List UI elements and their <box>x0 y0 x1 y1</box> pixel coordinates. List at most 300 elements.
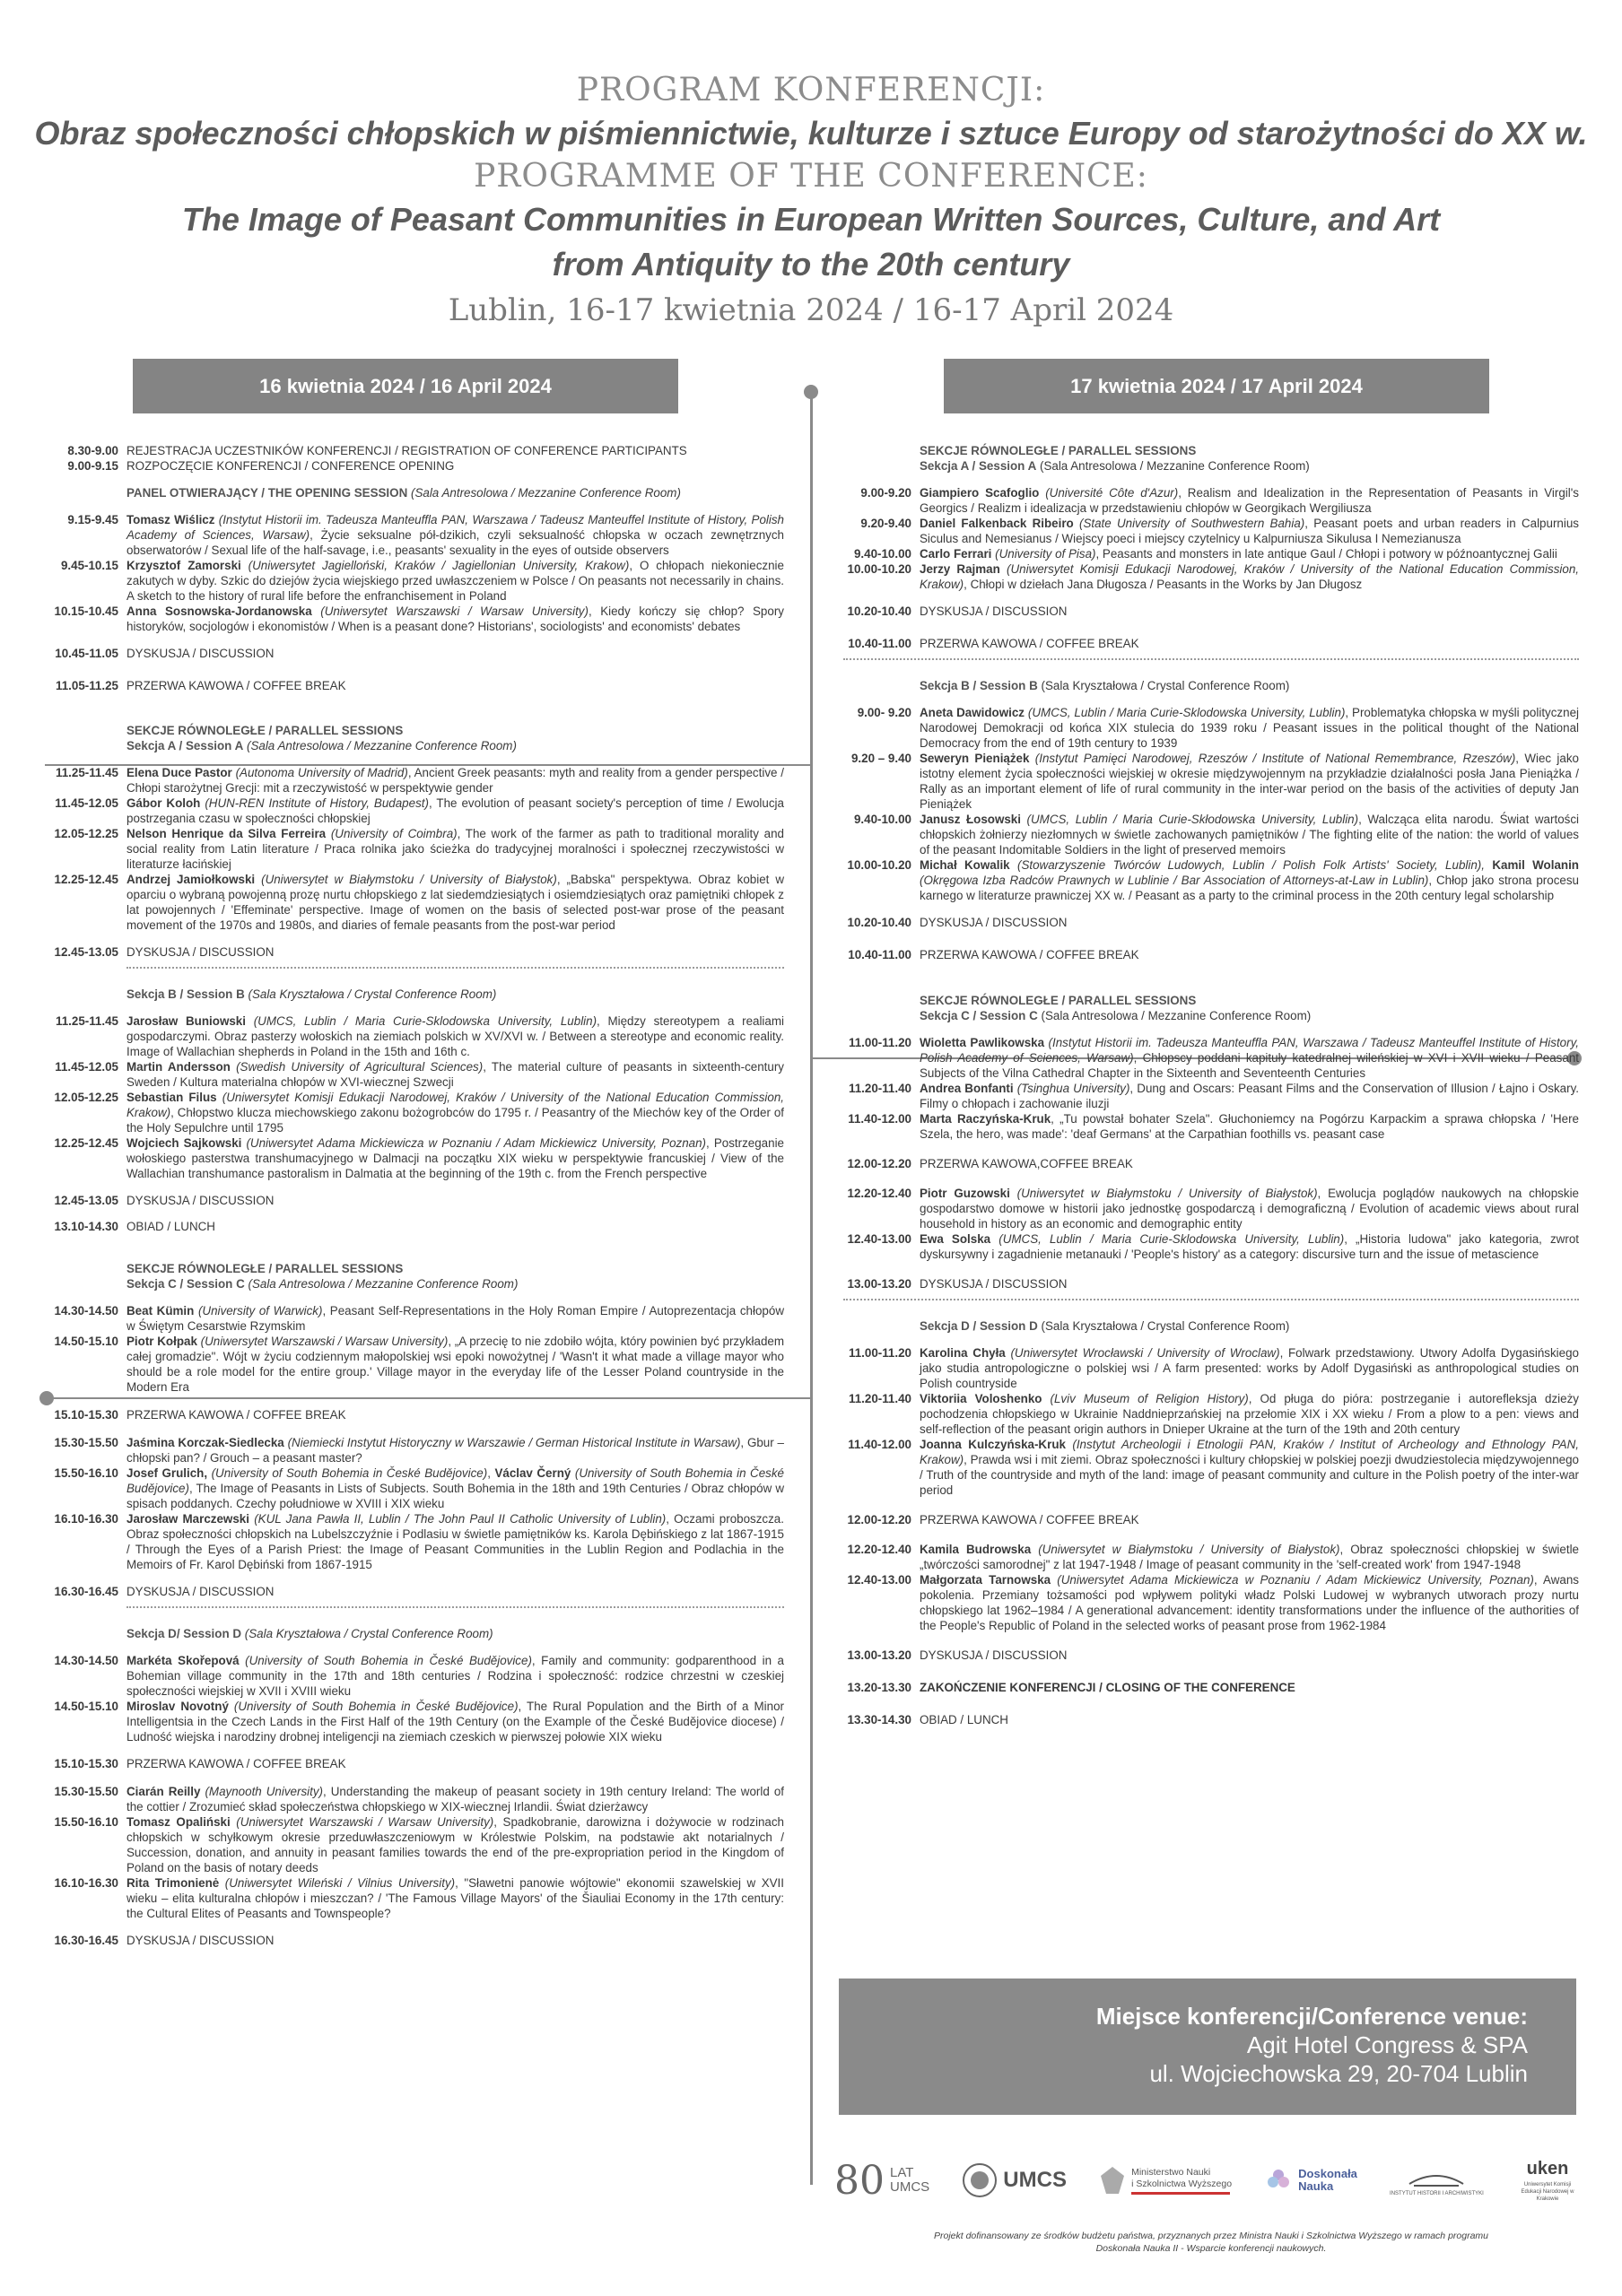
speaker-name: Wojciech Sajkowski <box>126 1136 242 1150</box>
talk <box>843 485 1579 516</box>
speaker-name: Piotr Kołpak <box>126 1335 197 1348</box>
speaker-name: Josef Grulich, <box>126 1466 208 1480</box>
item-text: PRZERWA KAWOWA / COFFEE BREAK <box>126 679 346 692</box>
talk <box>50 1653 784 1699</box>
affiliation: (Sala Kryształowa / Crystal Conference Room) <box>248 987 497 1001</box>
time-slot: 14.30-14.50 <box>54 1654 118 1667</box>
item-text: , Oczami proboszcza. Obraz społeczności chłopskich na Lubelszczyźnie i Podlasiu w świetle pamiętników ks. Karola Dębińskiego z lat 1867-1915 / Through the Eyes of a Parish Priest: the Image of Peasant Communities in the Lublin Region and Podlachia in the Memoirs of Fr. Karol Dębiński from 1867-1915 <box>126 1512 784 1571</box>
time-slot: 15.30-15.50 <box>54 1436 118 1449</box>
item-text: Sekcja C / Session C <box>920 1009 1038 1022</box>
day2-header: 17 kwietnia 2024 / 17 April 2024 <box>944 359 1489 413</box>
affiliation: (Uniwersytet w Białymstoku / University of Białystok) <box>261 873 557 886</box>
time-slot: 11.00-11.20 <box>849 1346 911 1360</box>
agenda-item <box>50 944 784 960</box>
item-text: , Realism and Idealization in the Representation of Peasants in Virgil's Georgics / Realizm i idealizacja w przedstawieniu chłopów w Georgikach Wergiliusza <box>920 486 1579 515</box>
item-text <box>126 1699 784 1744</box>
item-text: Sekcja D / Session D <box>920 1319 1038 1333</box>
funding-line-1: Projekt dofinansowany ze środków budżetu państwa, przyznanych przez Ministra Nauki i Szkolnictwa Wyższego w ramach programu <box>933 2231 1489 2241</box>
affiliation: (Instytut Pamięci Narodowej, Rzeszów / Institute of National Remembrance, Rzeszów) <box>1034 752 1516 765</box>
speaker-name: Jaśmina Korczak-Siedlecka <box>126 1436 284 1449</box>
talk <box>50 1334 784 1395</box>
time-slot: 11.45-12.05 <box>55 1060 118 1074</box>
agenda-item <box>843 636 1579 651</box>
time-slot: 12.25-12.45 <box>54 873 118 886</box>
item-text: PRZERWA KAWOWA / COFFEE BREAK <box>126 1408 346 1422</box>
time-slot: 12.40-13.00 <box>847 1573 911 1587</box>
speaker-name: Giampiero Scafoglio <box>920 486 1040 500</box>
affiliation: (Niemiecki Instytut Historyczny w Warszawie / German Historical Institute in Warsaw) <box>287 1436 741 1449</box>
affiliation: (Tsinghua University) <box>1016 1082 1130 1095</box>
item-text <box>126 723 784 753</box>
talk <box>843 857 1579 903</box>
talk <box>50 1435 784 1465</box>
time-slot: 12.00-12.20 <box>847 1513 911 1526</box>
talk <box>50 1135 784 1181</box>
time-slot: 16.30-16.45 <box>54 1934 118 1947</box>
umcs-80-logo: 80 LAT UMCS <box>834 2157 930 2204</box>
session-header <box>843 1318 1579 1334</box>
session-header <box>50 723 784 753</box>
item-text: , Ancient Greek peasants: myth and reality from a gender perspective / Chłopi starożytnej Grecji: mit a rzeczywistość w perspektywie gender <box>126 766 784 795</box>
item-text: , Chłop jako strona procesu karnego w literaturze prawniczej XX w. / Peasant as a party to the criminal process in the 20th century legal scholarship <box>920 874 1579 902</box>
item-text: DYSKUSJA / DISCUSSION <box>920 1648 1068 1662</box>
affiliation: (Okręgowa Izba Radców Prawnych w Lublinie / Bar Association of Attorneys-at-Law in Lublin) <box>920 874 1429 887</box>
agenda-item <box>843 1512 1579 1527</box>
talk <box>843 516 1579 546</box>
item-text: PRZERWA KAWOWA / COFFEE BREAK <box>920 948 1139 961</box>
talk <box>50 604 784 634</box>
affiliation: (University of Warwick) <box>197 1304 323 1318</box>
item-text <box>126 1135 784 1181</box>
talk <box>843 1111 1579 1142</box>
item-text <box>126 796 784 826</box>
venue-name: Agit Hotel Congress & SPA <box>1246 2031 1528 2058</box>
speaker-name: Janusz Łosowski <box>920 813 1021 826</box>
session-header <box>843 443 1579 474</box>
item-text <box>920 1318 1579 1334</box>
speaker-name: Miroslav Novotný <box>126 1700 229 1713</box>
speaker-name: Andrzej Jamiołkowski <box>126 873 256 886</box>
item-text: Sekcja C / Session C <box>126 1277 245 1291</box>
item-text: , Życie seksualne pół-dzikich, czyli seksualność chłopska w oczach zewnętrznych obserwatorów / Sexual life of the half-savage, i.e., peasants' sexuality in the eyes of outside observers <box>126 528 784 557</box>
item-text: , The material culture of peasants in sixteenth-century Sweden / Kultura materialna chłopów w XVI-wiecznej Szwecji <box>126 1060 784 1089</box>
talk <box>50 1090 784 1135</box>
affiliation: (Uniwersytet Jagielloński, Kraków / Jagiellonian University, Krakow) <box>248 559 630 572</box>
speaker: Anna Sosnowska-Jordanowska <box>126 604 312 618</box>
speaker-name: Elena Duce Pastor <box>126 766 232 779</box>
item-text <box>126 512 784 558</box>
item-text: , Wiec jako istotny element życia społeczności wiejskiej w okresie międzywojennym na przykładzie działalności posła Jana Pieniążka / Rally as an important element of life of rural community in the inter-war period on the basis of the activities of deputy Jan Pieniążek <box>920 752 1579 811</box>
item-text: PRZERWA KAWOWA / COFFEE BREAK <box>920 637 1139 650</box>
time-slot: 9.20 – 9.40 <box>850 752 911 765</box>
affiliation: (Sala Antresolowa / Mezzanine Conference Room) <box>246 739 517 752</box>
time-slot: 12.45-13.05 <box>54 1194 118 1207</box>
time-slot: 12.25-12.45 <box>54 1136 118 1150</box>
talk <box>843 812 1579 857</box>
institute-logo: INSTYTUT HISTORII I ARCHIWISTYKI <box>1390 2164 1484 2196</box>
agenda-item <box>50 646 784 661</box>
agenda-item <box>50 1193 784 1208</box>
funding-line-2: Doskonała Nauka II - Wsparcie konferencji naukowych. <box>1095 2243 1327 2254</box>
sponsor-logos <box>834 2149 1579 2212</box>
item-text: , Problematyka chłopska w myśli politycznej Narodowej Demokracji od końca XIX stulecia do 1939 roku / Peasant issues in the political thought of the National Democracy from the end of 19th century to 1939 <box>920 706 1579 750</box>
talk <box>843 1572 1579 1633</box>
item-text <box>50 500 784 512</box>
time-slot: 9.00-9.20 <box>860 486 911 500</box>
time-slot: 10.20-10.40 <box>847 916 911 929</box>
affiliation: (UMCS, Lublin / Maria Curie-Skłodowska University, Lublin) <box>1026 813 1359 826</box>
item-text: , The Rural Population and the Birth of a Minor Intelligentsia in the Czech Lands in the First Half of the 19th Century (on the Example of the České Budějovice diocese) / Ludność wiejska i narodziny drobnej inteligencji na ziemiach czeskich w pierwszej połowie XIX wieku <box>126 1700 784 1744</box>
agenda-item <box>50 1219 784 1234</box>
item-text: , Peasant Self-Representations in the Holy Roman Empire / Autoprezentacja chłopów w Świętym Cesarstwie Rzymskim <box>126 1304 784 1333</box>
time-slot: 9.40-10.00 <box>853 547 911 561</box>
item-text: , „Tu powstał bohater Szela". Głuchoniemcy na Pogórzu Karpackim a sprawa chłopska / 'Here Szela, the hero, was made': 'deaf Germans' at the Carpathian foothills vs. peasant case <box>920 1112 1579 1141</box>
header <box>0 70 1622 334</box>
speaker-name: Jarosław Buniowski <box>126 1014 246 1028</box>
speaker-name: Beat Kümin <box>126 1304 195 1318</box>
agenda-item <box>843 604 1579 619</box>
session-header <box>50 485 784 500</box>
time-slot: 15.10-15.30 <box>54 1757 118 1770</box>
divider <box>843 1299 1579 1300</box>
item-text <box>126 1511 784 1572</box>
time-slot: 12.20-12.40 <box>847 1187 911 1200</box>
time-slot: 11.20-11.40 <box>849 1082 911 1095</box>
item-text: OBIAD / LUNCH <box>126 1220 215 1233</box>
time: 8.30-9.00 <box>67 444 118 457</box>
item-text: , Dung and Oscars: Peasant Films and the Conservation of Illusion / Łajno i Oskary. Filmy o chłopach i zachowanie iluzji <box>920 1082 1579 1110</box>
item-text <box>920 857 1579 903</box>
item-text <box>843 962 1579 993</box>
talk <box>50 1059 784 1090</box>
item-text <box>50 1234 784 1261</box>
item-text <box>126 1276 784 1292</box>
item-text: , Understanding the makeup of peasant society in 19th century Ireland: The world of the cottier / Zrozumieć skład społeczeństwa chłopskiego w XIX-wiecznej Irlandii. Świat dzierżawcy <box>126 1785 784 1813</box>
item-text: DYSKUSJA / DISCUSSION <box>126 1194 275 1207</box>
item-text: , Chłopstwo klucza miechowskiego zakonu bożogrobców do 1795 r. / Peasantry of the Miechów key of the Order of the Holy Sepulchre until 1795 <box>126 1106 784 1135</box>
item-text <box>126 558 784 604</box>
item-text <box>920 751 1579 812</box>
item-text <box>50 1422 784 1435</box>
item-text <box>920 561 1579 592</box>
affiliation: (University of South Bohemia in České Budějovice) <box>245 1654 532 1667</box>
item-text: Sekcja B / Session B <box>920 679 1038 692</box>
item-text: Sekcja B / Session B <box>126 987 245 1001</box>
item-text <box>843 1171 1579 1186</box>
item-text <box>126 485 784 500</box>
item-text <box>920 485 1579 516</box>
time-slot: 12.05-12.25 <box>54 1091 118 1104</box>
timeline-spine <box>810 391 813 2185</box>
timeline-dot <box>804 385 818 399</box>
item-text: (Sala Kryształowa / Crystal Conference Room) <box>1041 1319 1290 1333</box>
item-text <box>50 1641 784 1653</box>
venue-label: Miejsce konferencji/Conference venue: <box>1095 2003 1528 2030</box>
item-text <box>126 1784 784 1814</box>
speaker-name: Rita Trimonienė <box>126 1876 220 1890</box>
item-text <box>126 987 784 1002</box>
affiliation: (UMCS, Lublin / Maria Curie-Sklodowska University, Lublin) <box>253 1014 597 1028</box>
affiliation: (Lviv Museum of Religion History) <box>1050 1392 1249 1405</box>
divider <box>126 1606 784 1608</box>
talk <box>843 546 1579 561</box>
item-text: (Sala Antresolowa / Mezzanine Conference Room) <box>1039 459 1310 473</box>
item-text <box>920 705 1579 751</box>
time-slot: 12.40-13.00 <box>847 1232 911 1246</box>
day1-header: 16 kwietnia 2024 / 16 April 2024 <box>133 359 678 413</box>
item-text <box>126 1626 784 1641</box>
agenda-item <box>843 1712 1579 1727</box>
subtitle-en-1: The Image of Peasant Communities in European Written Sources, Culture, and Art <box>181 201 1441 238</box>
affiliation: (Sala Antresolowa / Mezzanine Conference Room) <box>248 1277 519 1291</box>
item-text: , „A przecię to nie zdobiło wójta, który powinien być przykładem całej gromadzie". Wójt w życiu codziennym małopolskiej wsi epoki nowożytnej / 'Wasn't it what made a village mayor who should be a role model for the entire group.' Village mayor in the everyday life of the Lesser Poland countryside in the Modern Era <box>126 1335 784 1394</box>
time-slot: 10.40-11.00 <box>848 948 911 961</box>
item-text <box>126 872 784 933</box>
affiliation: (Uniwersytet Wrocławski / University of Wroclaw) <box>1010 1346 1280 1360</box>
talk <box>843 1391 1579 1437</box>
item-text <box>843 693 1579 705</box>
affiliation: (Instytut Archeologii i Etnologii PAN, Kraków / Institut of Archeology and Ethnology PAN, Krakow) <box>920 1438 1579 1466</box>
time-slot: 16.10-16.30 <box>54 1876 118 1890</box>
time-slot: 12.20-12.40 <box>847 1543 911 1556</box>
talk <box>843 1437 1579 1498</box>
affiliation: (Uniwersytet Komisji Edukacji Narodowej, Kraków / University of the National Education Commission, Krakow) <box>920 562 1579 591</box>
affiliation: (Uniwersytet Warszawski / Warsaw University) <box>320 604 589 618</box>
item-text: DYSKUSJA / DISCUSSION <box>126 1934 275 1947</box>
item-text <box>920 443 1579 474</box>
item-text: PRZERWA KAWOWA / COFFEE BREAK <box>920 1513 1139 1526</box>
item-text <box>920 1542 1579 1572</box>
affiliation: (University of South Bohemia in České Budějovice) <box>233 1700 519 1713</box>
item-text <box>920 1572 1579 1633</box>
talk <box>50 1303 784 1334</box>
item-text: , Folwark przedstawiony. Utwory Adolfa Dygasińskiego jako studia antropologiczne o polskiej wsi / A farm presented: works by Adolf Dygasiński as anthropological studies on Polish countryside <box>920 1346 1579 1390</box>
time-slot: 16.10-16.30 <box>54 1512 118 1526</box>
item-text <box>920 1345 1579 1391</box>
item-text: , Postrzeganie wołoskiego pasterstwa transhumacyjnego w Dalmacji na początku XIX wieku w perspektywie francuskiej / View of the Wallachian transhumance pastoralism in Dalmatia at the beginning of the 19th c. from the French perspective <box>126 1136 784 1180</box>
time-slot: 15.30-15.50 <box>54 1785 118 1798</box>
item-text <box>920 458 1579 474</box>
item-text: , Peasant poets and urban readers in Calpurnius Siculus and Nemesianus / Wiejscy poeci i miejscy czytelnicy u Kalpurniusza Sikulusa I Nemezianusza <box>920 517 1579 545</box>
agenda-item <box>843 1648 1579 1663</box>
item-text: Sekcja D/ Session D <box>126 1627 242 1640</box>
talk <box>50 872 784 933</box>
affiliation: (University of Coimbra) <box>330 827 458 840</box>
divider <box>843 658 1579 660</box>
item-text: , The work of the farmer as path to traditional morality and social reality from Latin literature / Praca rolnika jako ścieżka do tradycyjnej moralności i społecznej rzeczywistości w literaturze łacińskiej <box>126 827 784 871</box>
time-slot: 9.00- 9.20 <box>857 706 911 719</box>
agenda-item <box>843 915 1579 930</box>
item-text: , Walcząca elita narodu. Świat wartości chłopskich żołnierzy niezłomnych w świetle zachowanych pamiętników / The fighting elite of the nation: the world of values of the peasant Indomitable Soldiers in the light of preserved memoirs <box>920 813 1580 857</box>
speaker-name: Kamil Wolanin <box>1492 858 1579 872</box>
venue-box <box>839 1979 1576 2115</box>
talk <box>50 558 784 604</box>
eagle-emblem-icon <box>1099 2165 1126 2196</box>
speaker-name: Tomasz Opaliński <box>126 1815 231 1829</box>
item-text <box>50 693 784 723</box>
item-text: DYSKUSJA / DISCUSSION <box>920 916 1068 929</box>
item-text: SEKCJE RÓWNOLEGŁE / PARALLEL SESSIONS <box>126 724 404 737</box>
item-text: OBIAD / LUNCH <box>920 1713 1008 1726</box>
time-slot: 10.40-11.00 <box>848 637 911 650</box>
item-text <box>920 546 1579 561</box>
day2-column <box>843 443 1579 1727</box>
item-text <box>50 753 784 765</box>
time-slot: 15.10-15.30 <box>54 1408 118 1422</box>
time-slot: 14.30-14.50 <box>54 1304 118 1318</box>
session-header <box>50 1626 784 1641</box>
talk <box>50 1784 784 1814</box>
speaker-name: Ewa Solska <box>920 1232 991 1246</box>
divider <box>126 967 784 969</box>
time-slot: 10.00-10.20 <box>847 562 911 576</box>
speaker-name: Jarosław Marczewski <box>126 1512 249 1526</box>
item-text: , O chłopach niekoniecznie zakutych w dyby. Szkic do dziejów życia wiejskiego przed uwłaszczeniem w Polsce / On peasants not necessarily in chains. A sketch to the history of rural life before the enfranchisement in Poland <box>126 559 784 603</box>
time-slot: 11.20-11.40 <box>849 1392 911 1405</box>
item-text: Josef Grulich, (University of South Bohemia in České Budějovice), Václav Černý (University of South Bohemia in České Budějovice), The Image of Peasants in Lists of Subjects. South Bohemia in the 18th and 19th Centuries / Obraz chłopów w spisach poddanych. Czechy południowe w XVIII i XIX wieku <box>126 1466 784 1510</box>
time: 9.00-9.15 <box>67 459 118 473</box>
affiliation: (Uniwersytet Adama Mickiewicza w Poznaniu / Adam Mickiewicz University, Poznan) <box>1057 1573 1534 1587</box>
item-text: , The evolution of peasant society's perception of time / Ewolucja postrzegania czasu w społeczności chłopskiej <box>126 796 784 825</box>
item-text <box>126 1013 784 1059</box>
speaker-name: Kamila Budrowska <box>920 1543 1032 1556</box>
affiliation: (University of South Bohemia in České Budějovice) <box>126 1466 784 1495</box>
affiliation: (Uniwersytet Warszawski / Warsaw University) <box>236 1815 494 1829</box>
time-slot: 9.20-9.40 <box>860 517 911 530</box>
item-text <box>920 1111 1579 1142</box>
talk <box>50 1699 784 1744</box>
item-text: (Sala Antresolowa / Mezzanine Conference Room) <box>1041 1009 1312 1022</box>
item-text: , Obraz społeczności chłopskiej w świetle „twórczości samorodnej" z lat 1947-1948 / Image of peasant community in the 'self-created work' from 1947-1948 <box>920 1543 1579 1571</box>
agenda-item <box>843 1156 1579 1171</box>
item-text <box>126 1303 784 1334</box>
item-text <box>920 1081 1579 1111</box>
time-slot: 13.20-13.30 <box>847 1681 911 1694</box>
time-slot: 9.40-10.00 <box>853 813 911 826</box>
speaker: Krzysztof Zamorski <box>126 559 241 572</box>
item-text: Sekcja A / Session A <box>126 739 244 752</box>
talk <box>50 796 784 826</box>
agenda-item <box>50 1933 784 1948</box>
time-slot: 10.45-11.05 <box>55 647 118 660</box>
item-text <box>920 1231 1579 1262</box>
affiliation: (Maynooth University) <box>205 1785 324 1798</box>
talk <box>50 1465 784 1511</box>
affiliation: (Uniwersytet Warszawski / Warsaw University) <box>200 1335 449 1348</box>
speaker-name: Aneta Dawidowicz <box>920 706 1025 719</box>
affiliation: (University of South Bohemia in České Budějovice) <box>211 1466 488 1480</box>
item-text <box>126 1090 784 1135</box>
item-text: , Spadkobranie, darowizna i dożywocie w rodzinach chłopskich w schyłkowym okresie przeduwłaszczeniowym w Królestwie Polskim, na podstawie akt notarialnych / Succession, donation, and annuity in peasant families towards the end of the pre-expropriation period in the Kingdom of Poland on the basis of notary deeds <box>126 1815 784 1874</box>
item-text <box>920 1008 1579 1023</box>
item-text <box>126 1334 784 1395</box>
affiliation: (HUN-REN Institute of History, Budapest) <box>205 796 429 810</box>
item-text <box>126 1059 784 1090</box>
item-text: ZAKOŃCZENIE KONFERENCJI / CLOSING OF THE CONFERENCE <box>920 1681 1295 1694</box>
agenda-item <box>50 1756 784 1771</box>
item-text: , Między stereotypem a realiami gospodarczymi. Obraz pasterzy wołoskich na ziemiach polskich w XV/XVI w. / Between a stereotype and economic reality. Image of Wallachian shepherds in Poland in the 15th and 16th c. <box>126 1014 784 1058</box>
session-header <box>843 678 1579 693</box>
conference-dates: Lublin, 16-17 kwietnia 2024 / 16-17 April 2024 <box>448 292 1174 328</box>
affiliation: (Uniwersytet Wileński / Vilnius University) <box>224 1876 456 1890</box>
affiliation: (Stowarzyszenie Twórców Ludowych, Lublin / Polish Folk Artists' Society, Lublin), <box>1016 858 1485 872</box>
speaker-name: Seweryn Pieniążek <box>920 752 1030 765</box>
time-slot: 11.25-11.45 <box>56 766 118 779</box>
time-slot: 10.20-10.40 <box>847 604 911 618</box>
item-text <box>843 1023 1579 1035</box>
affiliation: (Instytut Historii im. Tadeusza Manteuffla PAN, Warszawa / Tadeusz Manteuffel Institute of History, Polish Academy of Sciences, Warsaw) <box>920 1036 1580 1065</box>
item-text: SEKCJE RÓWNOLEGŁE / PARALLEL SESSIONS <box>126 1262 404 1275</box>
item-text <box>126 1435 784 1465</box>
talk <box>50 1814 784 1875</box>
affiliation: (Uniwersytet w Białymstoku / University of Białystok) <box>1038 1543 1340 1556</box>
affiliation: (Uniwersytet Adama Mickiewicza w Poznaniu / Adam Mickiewicz University, Poznan) <box>246 1136 707 1150</box>
item-text: , Kiedy kończy się chłop? Spory historyków, socjologów i ekonomistów / When is a peasant done? Historians', sociologists' and economists' debates <box>126 604 784 633</box>
item-text: , Awans pokolenia. Przemiany tożsamości pod wpływem polityki władz Polski Ludowej w wybranych utworach prozy nurtu chłopskiego lat 1962–1984 / A generational advancement: identity transformations under the influence of the authorities of the People's Republic of Poland in the selected works of peasant prose from 1962-1984 <box>920 1573 1579 1632</box>
agenda-item <box>843 1276 1579 1292</box>
session-header <box>50 987 784 1002</box>
item-text <box>126 1653 784 1699</box>
item-text: SEKCJE RÓWNOLEGŁE / PARALLEL SESSIONS <box>920 444 1197 457</box>
umcs-logo: UMCS <box>962 2162 1067 2198</box>
agenda-item <box>50 443 784 458</box>
talk <box>50 512 784 558</box>
uken-logo: uken Uniwersytet Komisji Edukacji Narodowej w Krakowie <box>1521 2158 1574 2202</box>
time-slot: 11.40-12.00 <box>848 1438 911 1451</box>
time-slot: 11.05-11.25 <box>56 679 118 692</box>
affiliation: (Autonoma University of Madrid) <box>235 766 408 779</box>
subtitle-pl: Obraz społeczności chłopskich w piśmiennictwie, kulturze i sztuce Europy od starożytności do XX w. <box>34 115 1588 152</box>
item-text: DYSKUSJA / DISCUSSION <box>920 604 1068 618</box>
affiliation: (Sala Kryształowa / Crystal Conference Room) <box>244 1627 493 1640</box>
time-slot: 15.50-16.10 <box>54 1466 118 1480</box>
item-text <box>50 1292 784 1303</box>
agenda-item <box>50 1407 784 1422</box>
time-slot: 12.00-12.20 <box>847 1157 911 1170</box>
affiliation: (UMCS, Lublin / Maria Curie-Sklodowska University, Lublin) <box>1027 706 1346 719</box>
item-text <box>126 1261 784 1292</box>
funding-note <box>861 2230 1561 2255</box>
item-text: , Peasants and monsters in late antique Gaul / Chłopi i potwory w późnoantycznej Galii <box>1095 547 1557 561</box>
item-text <box>920 1391 1579 1437</box>
time-slot: 15.50-16.10 <box>54 1815 118 1829</box>
item-text <box>50 1771 784 1784</box>
item-text: (Sala Kryształowa / Crystal Conference Room) <box>1041 679 1290 692</box>
talk <box>843 1345 1579 1391</box>
speaker-name: Carlo Ferrari <box>920 547 992 561</box>
item-text: , Chłopi w dziełach Jana Długosza / Peasants in the Works by Jan Długosz <box>964 578 1363 591</box>
item-text <box>126 765 784 796</box>
flower-icon <box>1264 2166 1293 2195</box>
affiliation: (KUL Jana Pawła II, Lublin / The John Paul II Catholic University of Lublin) <box>254 1512 667 1526</box>
talk <box>843 751 1579 812</box>
talk <box>843 1231 1579 1262</box>
talk <box>843 705 1579 751</box>
item-text: , Family and community: godparenthood in a Bohemian village community in the 17th and 18th centuries / Rodzina i społeczność: rodzice chrzestni w czeskiej społeczności wiejskiej w XVII i XVIII wieku <box>126 1654 784 1698</box>
speaker-name: Joanna Kulczyńska-Kruk <box>920 1438 1066 1451</box>
item-text: REJESTRACJA UCZESTNIKÓW KONFERENCJI / REGISTRATION OF CONFERENCE PARTICIPANTS <box>126 444 687 457</box>
session-header <box>843 993 1579 1023</box>
talk <box>50 1013 784 1059</box>
item-text: ROZPOCZĘCIE KONFERENCJI / CONFERENCE OPENING <box>126 459 455 473</box>
time-slot: 14.50-15.10 <box>54 1335 118 1348</box>
affiliation: (University of Pisa) <box>995 547 1096 561</box>
time-slot: 12.45-13.05 <box>54 945 118 959</box>
session-title: PANEL OTWIERAJĄCY / THE OPENING SESSION <box>126 486 408 500</box>
item-text <box>50 1002 784 1013</box>
time-slot: 13.00-13.20 <box>847 1277 911 1291</box>
speaker-name: Sebastian Filus <box>126 1091 217 1104</box>
